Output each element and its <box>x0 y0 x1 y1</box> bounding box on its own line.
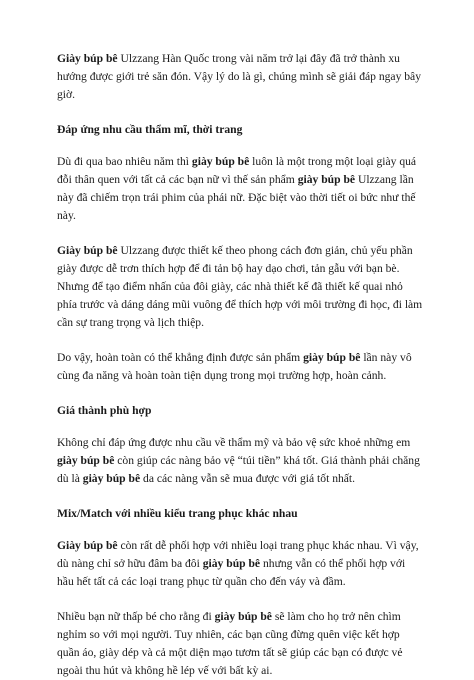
paragraph-price: Không chỉ đáp ứng được nhu cầu về thẩm mỹ và bảo vệ sức khoẻ những em giày búp bê còn giúp các nàng bảo vệ “túi tiền” khá tốt. Giá thành phải chăng dù là giày búp bê da các nàng vẫn sẽ mua được với giá tốt nhất. <box>57 436 420 485</box>
heading-mix-match: Mix/Match với nhiều kiểu trang phục khác nhau <box>57 507 298 520</box>
paragraph-mix-match-2: Nhiều bạn nữ thấp bé cho rằng đi giày búp bê sẽ làm cho họ trở nên chìm nghỉm so với mọi người. Tuy nhiên, các bạn cũng đừng quên việc kết hợp quần áo, giày dép và cả một diện mạo tươm tất sẽ giúp các bạn có được vẻ ngoài thu hút và không hề lép vế với bất kỳ ai. <box>57 610 403 677</box>
heading-price: Giá thành phù hợp <box>57 404 152 417</box>
paragraph-intro: Giày búp bê Ulzzang Hàn Quốc trong vài năm trở lại đây đã trở thành xu hướng được giới trẻ săn đón. Vậy lý do là gì, chúng mình sẽ giải đáp ngay bây giờ. <box>57 52 422 101</box>
paragraph-aesthetic-3: Do vậy, hoàn toàn có thể khẳng định được sản phẩm giày búp bê lần này vô cùng đa năng và hoàn toàn tiện dụng trong mọi trường hợp, hoàn cảnh. <box>57 351 412 382</box>
paragraph-aesthetic-2: Giày búp bê Ulzzang được thiết kế theo phong cách đơn giản, chủ yếu phần giày được dễ trơn thích hợp để đi tản bộ hay dạo chơi, tản gẫu với bạn bè. Nhưng để tạo điểm nhấn của đôi giày, các nhà thiết kế đã thiết kế quai nhỏ phía trước và dáng dáng mũi vuông để thích hợp với môi trường đi học, đi làm cần sự trang trọng và lịch thiệp. <box>57 244 423 329</box>
paragraph-mix-match-1: Giày búp bê còn rất dễ phối hợp với nhiều loại trang phục khác nhau. Vì vậy, dù nàng chỉ sở hữu đâm ba đôi giày búp bê nhưng vẫn có thể phối hợp với hầu hết tất cả các loại trang phục từ quần cho đến váy và đầm. <box>57 539 419 588</box>
paragraph-aesthetic-1: Dù đi qua bao nhiêu năm thì giày búp bê luôn là một trong một loại giày quá đỗi thân quen với tất cả các bạn nữ vì thế sản phẩm giày búp bê Ulzzang lần này đã chiếm trọn trái phim của phái nữ. Đặc biệt vào thời tiết oi bức như thế này. <box>57 155 417 222</box>
heading-aesthetic: Đáp ứng nhu cầu thẩm mĩ, thời trang <box>57 123 243 136</box>
